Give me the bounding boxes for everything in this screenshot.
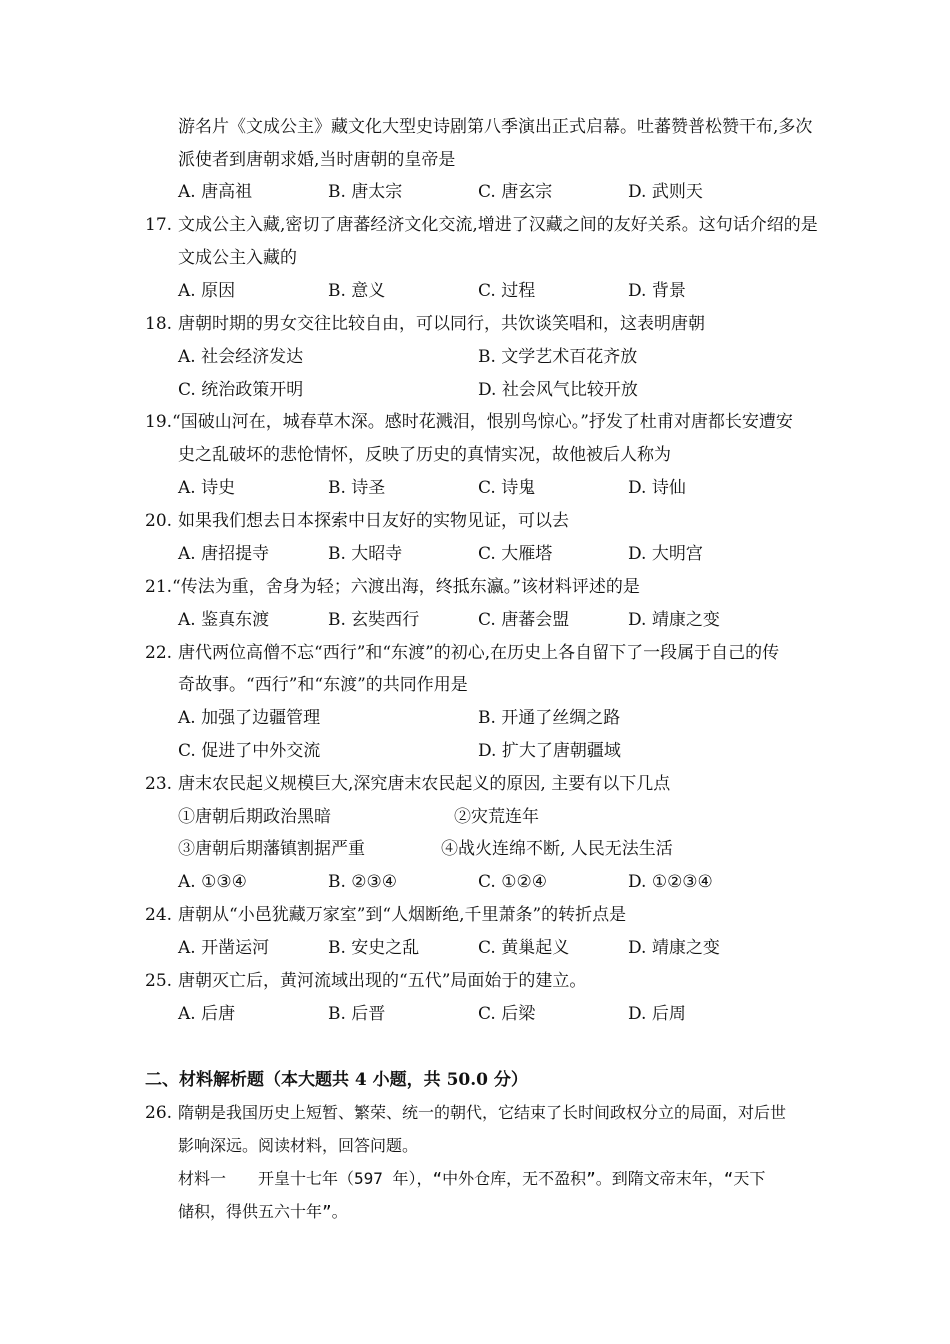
q19-option-a: A. 诗史 [178,478,236,498]
q22-option-a: A. 加强了边疆管理 [178,708,321,728]
q23-item-2: ②灾荒连年 [454,807,539,827]
q22-number: 22. [145,643,173,663]
q25-option-b: B. 后晋 [328,1004,386,1024]
q16-option-a: A. 唐高祖 [178,182,253,202]
q23-item-1: ①唐朝后期政治黑暗 [178,807,331,827]
q25-line1: 唐朝灭亡后，黄河流域出现的“五代”局面始于的建立。 [178,971,587,991]
q20-option-b: B. 大昭寺 [328,544,403,564]
q25-number: 25. [145,971,173,991]
q17-number: 17. [145,215,173,235]
q20-option-c: C. 大雁塔 [478,544,553,564]
q16-line1: 游名片《文成公主》藏文化大型史诗剧第八季演出正式启幕。吐蕃赞普松赞干布,多次 [178,117,813,137]
q24-option-c: C. 黄巢起义 [478,938,570,958]
section-title: 二、材料解析题（本大题共 4 小题，共 50.0 分） [145,1070,528,1090]
q20-number: 20. [145,511,173,531]
q25-option-a: A. 后唐 [178,1004,236,1024]
q17-line2: 文成公主入藏的 [178,248,297,268]
q18-option-d: D. 社会风气比较开放 [478,380,638,400]
q19-line2: 史之乱破坏的悲怆情怀，反映了历史的真情实况，故他被后人称为 [178,445,671,465]
q16-option-c: C. 唐玄宗 [478,182,553,202]
q21-option-b: B. 玄奘西行 [328,610,420,630]
q20-option-a: A. 唐招提寺 [178,544,270,564]
q23-number: 23. [145,774,173,794]
q18-option-b: B. 文学艺术百花齐放 [478,347,638,367]
q24-line1: 唐朝从“小邑犹藏万家室”到“人烟断绝,千里萧条”的转折点是 [178,905,627,925]
q23-option-d: D. ①②③④ [628,872,713,892]
q24-number: 24. [145,905,173,925]
q20-option-d: D. 大明宫 [628,544,703,564]
q25-option-c: C. 后梁 [478,1004,536,1024]
q19-line1: “国破山河在，城春草木深。感时花溅泪，恨别鸟惊心。”抒发了杜甫对唐都长安遭安 [172,412,793,432]
q19-number: 19. [145,412,173,432]
q23-option-c: C. ①②④ [478,872,547,892]
q19-option-c: C. 诗鬼 [478,478,536,498]
q26-line1: 隋朝是我国历史上短暂、繁荣、统一的朝代，它结束了长时间政权分立的局面，对后世 [178,1103,787,1122]
q16-option-d: D. 武则天 [628,182,703,202]
q23-line1: 唐末农民起义规模巨大,深究唐末农民起义的原因, 主要有以下几点 [178,774,671,794]
q18-option-c: C. 统治政策开明 [178,380,304,400]
q25-option-d: D. 后周 [628,1004,686,1024]
q20-line1: 如果我们想去日本探索中日友好的实物见证，可以去 [178,511,569,531]
q22-option-c: C. 促进了中外交流 [178,741,321,761]
q17-line1: 文成公主入藏,密切了唐蕃经济文化交流,增进了汉藏之间的友好关系。这句话介绍的是 [178,215,818,235]
q17-option-b: B. 意义 [328,281,386,301]
q26-line2: 影响深远。阅读材料，回答问题。 [178,1136,419,1155]
q18-line1: 唐朝时期的男女交往比较自由，可以同行，共饮谈笑唱和，这表明唐朝 [178,314,705,334]
q21-option-a: A. 鉴真东渡 [178,610,270,630]
q18-number: 18. [145,314,173,334]
q17-option-d: D. 背景 [628,281,686,301]
q21-line1: “传法为重，舍身为轻；六渡出海，终抵东瀛。”该材料评述的是 [172,577,640,597]
q23-option-a: A. ①③④ [178,872,247,892]
q21-number: 21. [145,577,173,597]
q26-material1-line1: 材料一 开皇十七年（597 年），“中外仓库，无不盈积”。到隋文帝末年，“天下 [178,1169,766,1188]
q26-material1-line2: 储积，得供五六十年”。 [178,1202,348,1221]
q21-option-d: D. 靖康之变 [628,610,720,630]
q24-option-d: D. 靖康之变 [628,938,720,958]
q23-item-3: ③唐朝后期藩镇割据严重 [178,839,365,859]
q24-option-a: A. 开凿运河 [178,938,270,958]
q17-option-a: A. 原因 [178,281,236,301]
q18-option-a: A. 社会经济发达 [178,347,304,367]
q23-option-b: B. ②③④ [328,872,398,892]
q19-option-d: D. 诗仙 [628,478,686,498]
q21-option-c: C. 唐蕃会盟 [478,610,570,630]
q24-option-b: B. 安史之乱 [328,938,420,958]
q16-line2: 派使者到唐朝求婚,当时唐朝的皇帝是 [178,150,456,170]
q23-item-4: ④战火连绵不断, 人民无法生活 [441,839,673,859]
q19-option-b: B. 诗圣 [328,478,386,498]
q22-line2: 奇故事。“西行”和“东渡”的共同作用是 [178,675,468,695]
q17-option-c: C. 过程 [478,281,536,301]
q22-option-d: D. 扩大了唐朝疆域 [478,741,621,761]
q22-line1: 唐代两位高僧不忘“西行”和“东渡”的初心,在历史上各自留下了一段属于自己的传 [178,643,780,663]
q26-number: 26. [145,1103,173,1123]
q22-option-b: B. 开通了丝绸之路 [478,708,621,728]
q16-option-b: B. 唐太宗 [328,182,403,202]
